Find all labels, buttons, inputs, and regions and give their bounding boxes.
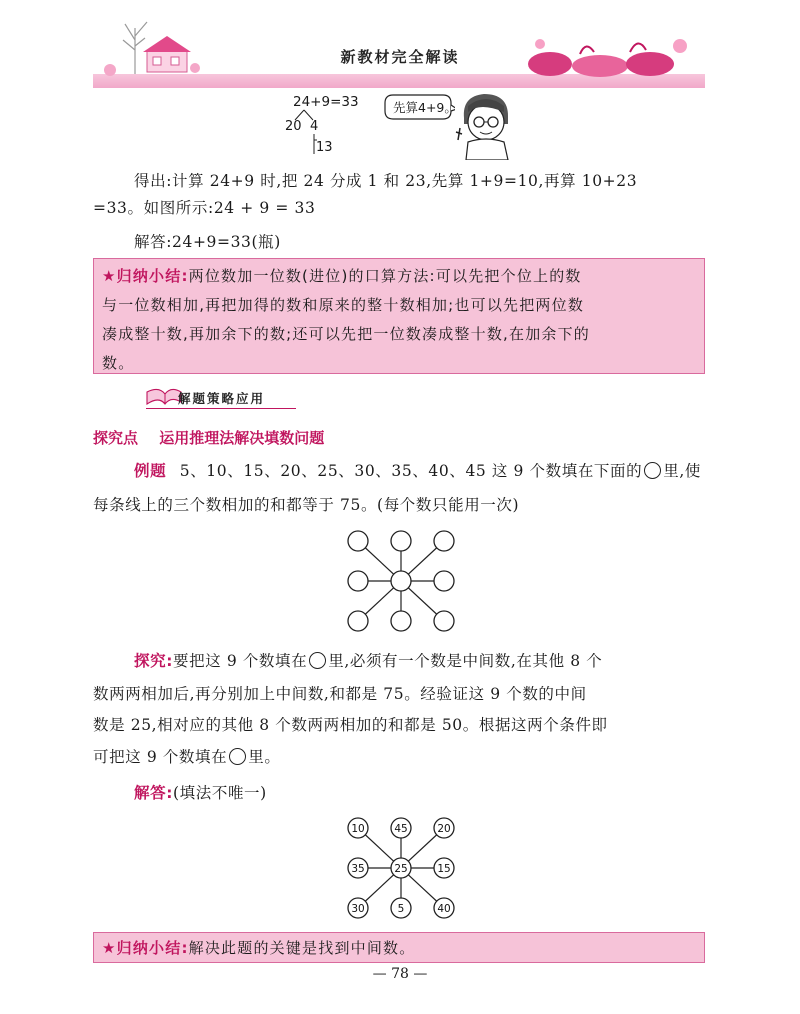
solution-value: 15 [437,863,451,875]
explore-label: 探究: [134,652,173,670]
answer-2-line [134,780,267,807]
explore-point-label: 探究点 [93,429,139,447]
split-left-number: 20 [285,119,302,134]
partial-sum-number: 13 [316,140,333,155]
explore-text-a: 要把这 9 个数填在 [173,652,308,670]
empty-circle [434,531,454,551]
solution-value: 45 [394,823,408,835]
summary-line-2: 与一位数相加,再把加得的数和原来的整十数相加;也可以先把两位数 [102,296,585,314]
solution-value: 10 [351,823,365,835]
explore-point-title: 运用推理法解决填数问题 [159,429,325,447]
empty-circle [434,611,454,631]
solution-value: 25 [394,863,408,875]
empty-circle [391,571,411,591]
strategy-underline [146,408,296,409]
explore-text-d: 里。 [248,748,281,766]
summary-2-label: ★归纳小结: [102,939,189,957]
equation-text: 24+9=33 [293,94,359,110]
header-title: 新教材完全解读 [340,48,460,66]
explore-line-2: 数两两相加后,再分别加上中间数,和都是 75。经验证这 9 个数的中间 [93,685,587,703]
solution-value: 40 [437,903,451,915]
summary-line-4: 数。 [102,354,135,372]
example-line-2: 每条线上的三个数相加的和都等于 75。(每个数只能用一次) [93,496,520,514]
empty-circle [348,571,368,591]
empty-circle [391,531,411,551]
empty-circle [391,611,411,631]
paragraph-line-1: 得出:计算 24+9 时,把 24 分成 1 和 23,先算 1+9=10,再算 10+23 [134,172,638,190]
flower-illustration [520,30,705,78]
answer-2-text: (填法不唯一) [173,784,267,802]
paragraph-line-2: =33。如图所示:24 + 9 = 33 [93,199,316,217]
page-number: — 78 — [372,966,428,982]
example-text-a: 5、10、15、20、25、30、35、40、45 这 9 个数填在下面的 [179,462,643,480]
empty-circle [434,571,454,591]
solution-value: 5 [397,903,405,915]
empty-star-diagram [343,527,459,635]
explore-text-b: 里,必须有一个数是中间数,在其他 8 个 [328,652,603,670]
summary-line-1: 两位数加一位数(进位)的口算方法:可以先把个位上的数 [188,267,582,285]
circle-icon [229,748,246,765]
example-line-1 [134,458,701,485]
strategy-label: 解题策略应用 [178,391,266,406]
explore-line-4 [93,744,280,771]
summary-box [93,258,705,374]
example-label: 例题 [134,462,167,480]
explore-text-c: 可把这 9 个数填在 [93,748,228,766]
summary-line-3: 凑成整十数,再加余下的数;还可以先把一位数凑成整十数,在加余下的 [102,325,590,343]
solution-value: 30 [351,903,365,915]
circle-icon [644,462,661,479]
summary-label: ★归纳小结: [102,267,189,285]
speech-text: 先算4+9。 [393,100,457,115]
solution-value: 20 [437,823,451,835]
summary-2-text: 解决此题的关键是找到中间数。 [188,939,416,957]
boy-illustration [450,88,520,160]
answer-text: 解答:24+9=33(瓶) [134,233,281,251]
empty-circle [348,531,368,551]
book-icon [143,384,183,410]
solution-value: 35 [351,863,365,875]
circle-icon [309,652,326,669]
explore-line-3: 数是 25,相对应的其他 8 个数两两相加的和都是 50。根据这两个条件即 [93,716,608,734]
solution-star-diagram [343,814,459,922]
explore-point-heading [93,427,324,448]
summary-box-2 [93,932,705,963]
example-text-b: 里,使 [663,462,701,480]
empty-circle [348,611,368,631]
split-right-number: 4 [310,119,319,134]
explore-line-1 [134,648,602,675]
answer-2-label: 解答: [134,784,173,802]
